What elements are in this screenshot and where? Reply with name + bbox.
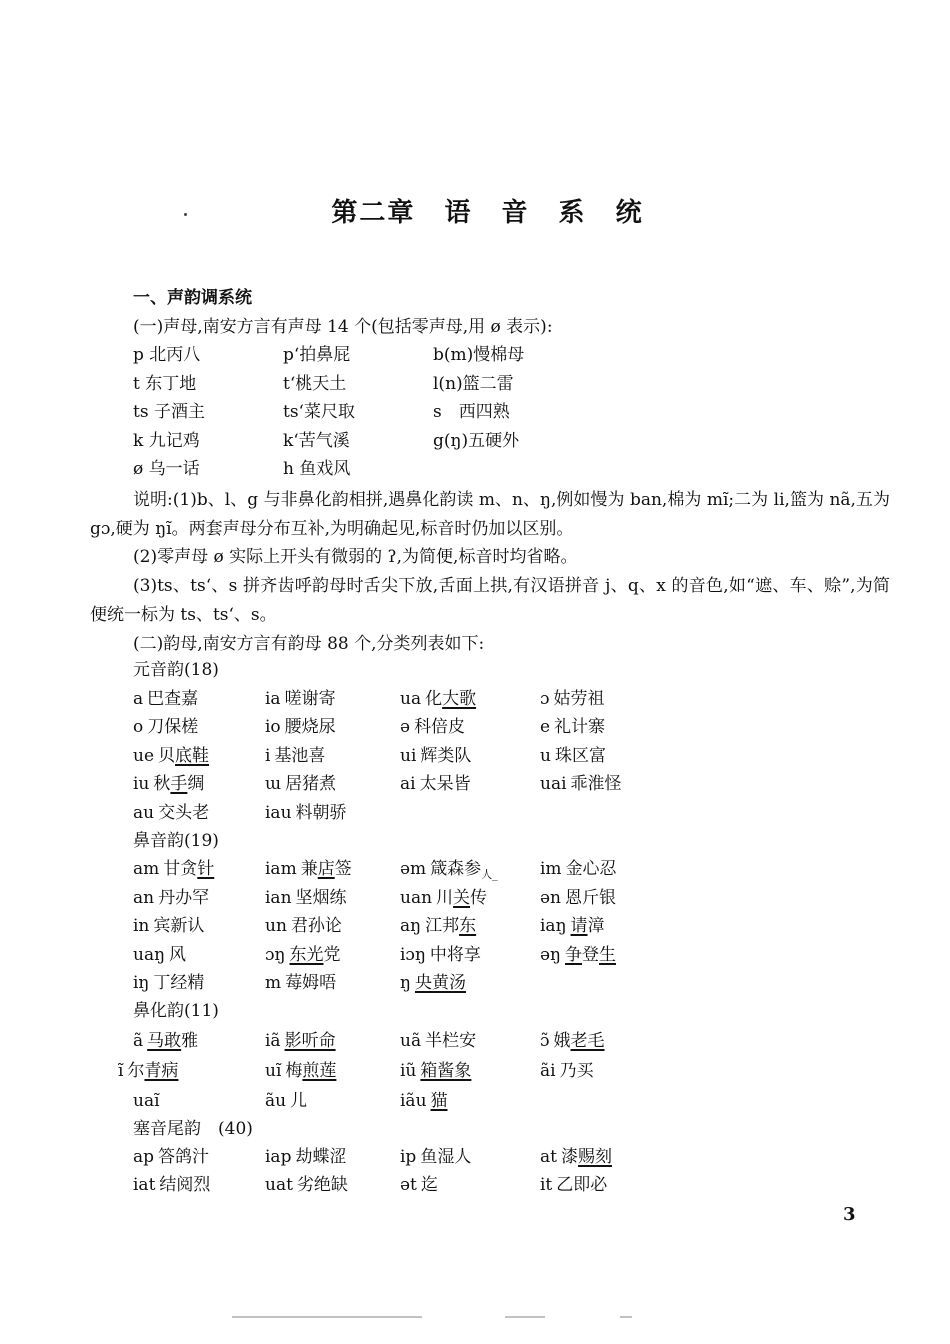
final-entry bbox=[118, 1060, 178, 1082]
final-code: aŋ bbox=[400, 916, 422, 937]
final-code: e bbox=[540, 717, 551, 737]
example-chars: 料朝骄 bbox=[295, 802, 347, 823]
final-code: ai bbox=[400, 774, 416, 794]
example-chars: 丁经精 bbox=[153, 973, 205, 993]
final-code: iu bbox=[133, 774, 150, 794]
finals-group-heading: 塞音尾韵 (40) bbox=[133, 1119, 253, 1139]
example-chars: 签 bbox=[334, 859, 352, 880]
final-entry bbox=[400, 1174, 438, 1196]
example-chars: 儿 bbox=[290, 1091, 308, 1111]
initial-entry: g(ŋ)五硬外 bbox=[433, 430, 520, 451]
final-entry bbox=[540, 944, 616, 966]
underlined-example-chars: 箱酱象 bbox=[420, 1061, 472, 1081]
initial-entry: p 北丙八 bbox=[133, 345, 201, 365]
example-chars: 金心忍 bbox=[565, 859, 617, 880]
final-entry bbox=[133, 745, 209, 767]
example-chars: 川 bbox=[436, 887, 454, 908]
underlined-example-chars: 东光 bbox=[289, 944, 324, 965]
final-code: ue bbox=[133, 745, 155, 766]
final-entry bbox=[133, 887, 209, 909]
final-code: iau bbox=[265, 802, 292, 823]
final-entry bbox=[265, 716, 336, 738]
initial-entry: k 九记鸡 bbox=[133, 430, 200, 451]
chapter-title bbox=[0, 196, 950, 230]
example-chars: 登 bbox=[582, 944, 600, 965]
initial-entry: h 鱼戏风 bbox=[283, 459, 351, 480]
underlined-example-chars: 东 bbox=[459, 916, 477, 937]
final-code: ŋ bbox=[400, 973, 411, 993]
final-code: iat bbox=[133, 1175, 156, 1195]
initial-entry: pʻ拍鼻屁 bbox=[283, 345, 351, 365]
example-chars: 箴森参 bbox=[430, 859, 482, 880]
final-entry bbox=[400, 944, 481, 966]
final-entry bbox=[400, 1146, 471, 1168]
final-code: iũ bbox=[400, 1061, 417, 1081]
initials-intro: (一)声母,南安方言有声母 14 个(包括零声母,用 ø 表示): bbox=[133, 317, 553, 337]
example-chars: 秋 bbox=[153, 774, 171, 794]
example-chars: 化 bbox=[425, 688, 443, 709]
finals-group-heading: 鼻音韵(19) bbox=[133, 831, 219, 851]
example-chars: 江邦 bbox=[425, 916, 460, 937]
final-entry bbox=[265, 915, 342, 937]
final-entry bbox=[540, 745, 606, 767]
example-chars: 科倍皮 bbox=[414, 717, 466, 737]
final-code: au bbox=[133, 802, 155, 823]
final-code: uat bbox=[265, 1175, 293, 1195]
final-entry bbox=[540, 887, 616, 909]
final-code: un bbox=[265, 916, 287, 937]
final-entry bbox=[265, 688, 336, 710]
example-chars: 交头老 bbox=[158, 802, 210, 823]
final-entry bbox=[265, 944, 340, 966]
final-code: an bbox=[133, 887, 155, 908]
final-entry bbox=[133, 858, 214, 880]
final-code: uã bbox=[400, 1031, 422, 1051]
final-entry bbox=[400, 745, 471, 767]
final-entry bbox=[400, 716, 465, 738]
final-code: ua bbox=[400, 688, 422, 709]
final-code: iap bbox=[265, 1147, 292, 1167]
final-code: it bbox=[540, 1175, 553, 1195]
final-code: ɯ bbox=[265, 774, 282, 794]
final-code: am bbox=[133, 859, 160, 880]
final-code: m bbox=[265, 973, 282, 993]
final-entry bbox=[265, 1060, 336, 1082]
underlined-example-chars: 央黄汤 bbox=[414, 973, 466, 993]
final-code: ui bbox=[400, 745, 417, 766]
underlined-example-chars: 生 bbox=[599, 944, 617, 965]
final-entry bbox=[265, 972, 336, 994]
final-entry bbox=[540, 858, 617, 880]
example-chars: 乃买 bbox=[559, 1061, 594, 1081]
final-entry bbox=[265, 1146, 346, 1168]
example-chars: 丹办罕 bbox=[158, 887, 210, 908]
finals-group-heading: 鼻化韵(11) bbox=[133, 1001, 219, 1021]
final-entry bbox=[133, 915, 204, 937]
underlined-example-chars: 请 bbox=[570, 916, 588, 937]
underlined-example-chars: 赐刻 bbox=[577, 1147, 612, 1167]
example-chars: 甘贪 bbox=[163, 859, 198, 880]
underlined-example-chars: 煎莲 bbox=[302, 1061, 337, 1081]
final-code: ã bbox=[133, 1031, 144, 1051]
example-chars: 风 bbox=[169, 944, 187, 965]
note-paragraph: 说明:(1)b、l、g 与非鼻化韵相拼,遇鼻化韵读 m、n、ŋ,例如慢为 ban,棉为 mĩ;二为 li,篮为 nã,五为 gɔ,硬为 ŋĩ。两套声母分布互补,为明确起见,标音时仍加以区别。 bbox=[90, 490, 890, 539]
final-code: uan bbox=[400, 887, 433, 908]
final-entry bbox=[265, 773, 336, 795]
final-entry bbox=[400, 887, 487, 909]
example-chars: 嗟谢寄 bbox=[284, 688, 336, 709]
final-code: əŋ bbox=[540, 944, 562, 965]
note-paragraph: (3)ts、tsʻ、s 拼齐齿呼韵母时舌尖下放,舌面上拱,有汉语拼音 j、q、x 的音色,如“遮、车、赊”,为简便统一标为 ts、tsʻ、s。 bbox=[90, 576, 890, 625]
example-chars: 梅 bbox=[285, 1061, 303, 1081]
final-code: in bbox=[133, 916, 150, 937]
underlined-example-chars: 老毛 bbox=[570, 1031, 605, 1051]
final-entry bbox=[133, 716, 198, 738]
example-chars: 姑劳祖 bbox=[553, 688, 605, 709]
final-code: iãu bbox=[400, 1091, 427, 1111]
final-entry bbox=[133, 1174, 210, 1196]
example-chars: 辉类队 bbox=[420, 745, 472, 766]
example-chars: 腰烧尿 bbox=[284, 717, 336, 737]
final-entry bbox=[400, 858, 498, 886]
initial-entry: s 西四熟 bbox=[433, 402, 510, 423]
example-chars: 劣绝缺 bbox=[296, 1175, 348, 1195]
final-entry bbox=[265, 858, 352, 880]
example-chars: 坚烟练 bbox=[295, 887, 347, 908]
underlined-example-chars: 猫 bbox=[430, 1091, 448, 1111]
final-entry bbox=[400, 1090, 448, 1112]
example-chars: 太呆皆 bbox=[419, 774, 471, 794]
final-code: ip bbox=[400, 1147, 417, 1167]
example-chars: 答鸽汁 bbox=[158, 1147, 210, 1167]
example-chars: 居猪煮 bbox=[285, 774, 337, 794]
final-code: ian bbox=[265, 887, 292, 908]
final-code: uaĩ bbox=[133, 1091, 160, 1111]
example-chars: 半栏安 bbox=[425, 1031, 477, 1051]
final-entry bbox=[133, 972, 204, 994]
example-chars: 漆 bbox=[560, 1147, 578, 1167]
final-code: u bbox=[540, 745, 551, 766]
example-chars: 雅 bbox=[181, 1031, 199, 1051]
final-entry bbox=[540, 716, 605, 738]
example-chars: 传 bbox=[470, 887, 488, 908]
final-code: ĩ bbox=[118, 1061, 124, 1081]
final-entry bbox=[133, 1030, 198, 1052]
initial-entry: l(n)篮二雷 bbox=[433, 373, 514, 394]
underlined-example-chars: 马敢 bbox=[147, 1031, 182, 1051]
final-entry bbox=[133, 688, 198, 710]
underlined-example-chars: 争 bbox=[565, 944, 583, 965]
example-chars: 迄 bbox=[420, 1175, 438, 1195]
scan-artifact bbox=[232, 1316, 422, 1318]
final-entry bbox=[265, 887, 347, 909]
final-entry bbox=[400, 1030, 476, 1052]
example-chars: 君孙论 bbox=[290, 916, 342, 937]
final-code: at bbox=[540, 1147, 557, 1167]
final-entry bbox=[133, 773, 204, 795]
final-code: iŋ bbox=[133, 973, 150, 993]
final-code: ən bbox=[540, 887, 562, 908]
final-entry bbox=[133, 1090, 164, 1112]
page-number: 3 bbox=[843, 1204, 856, 1225]
final-code: iam bbox=[265, 859, 297, 880]
final-code: ãi bbox=[540, 1061, 556, 1081]
final-entry bbox=[265, 802, 347, 824]
example-chars: 基池喜 bbox=[274, 745, 326, 766]
final-code: a bbox=[133, 688, 144, 709]
final-code: iaŋ bbox=[540, 916, 567, 937]
example-chars: 兼 bbox=[300, 859, 318, 880]
final-code: uĩ bbox=[265, 1061, 282, 1081]
final-entry bbox=[133, 1146, 209, 1168]
chapter-title-text: 第二章 语 音 系 统 bbox=[331, 198, 644, 228]
underlined-example-chars: 底鞋 bbox=[175, 745, 210, 766]
final-code: iɔŋ bbox=[400, 944, 426, 965]
initial-entry: tʻ桃天土 bbox=[283, 373, 347, 394]
final-entry bbox=[540, 773, 622, 795]
example-chars: 党 bbox=[323, 944, 341, 965]
underlined-example-chars: 店 bbox=[317, 859, 335, 880]
example-chars: 尔 bbox=[127, 1061, 145, 1081]
final-code: ap bbox=[133, 1147, 155, 1167]
final-entry bbox=[133, 944, 186, 966]
final-entry bbox=[540, 1060, 594, 1082]
final-code: ɔ bbox=[540, 688, 550, 709]
initial-entry: ts 子酒主 bbox=[133, 402, 205, 423]
underlined-example-chars: 针 bbox=[197, 859, 215, 880]
example-chars: 恩斤银 bbox=[565, 887, 617, 908]
scan-artifact bbox=[620, 1316, 632, 1318]
section-heading: 一、声韵调系统 bbox=[133, 288, 252, 308]
example-chars: 刀保槎 bbox=[147, 717, 199, 737]
final-code: iã bbox=[265, 1031, 281, 1051]
example-chars: 结阅烈 bbox=[159, 1175, 211, 1195]
example-chars: 贝 bbox=[158, 745, 176, 766]
example-chars: 乖淮怪 bbox=[570, 774, 622, 794]
example-chars: 绸 bbox=[187, 774, 205, 794]
initial-entry: b(m)慢棉母 bbox=[433, 345, 525, 365]
example-chars: 礼计寨 bbox=[554, 717, 606, 737]
example-chars: 漳 bbox=[587, 916, 605, 937]
example-chars: 巴查嘉 bbox=[147, 688, 199, 709]
final-entry bbox=[133, 802, 209, 824]
example-chars: 鱼湿人 bbox=[420, 1147, 472, 1167]
final-code: io bbox=[265, 717, 281, 737]
final-code: ɔ̃ bbox=[540, 1031, 550, 1051]
final-code: i bbox=[265, 745, 271, 766]
final-code: uai bbox=[540, 774, 567, 794]
example-chars: 人_ bbox=[481, 868, 498, 882]
final-entry bbox=[265, 1030, 336, 1052]
example-chars: 宾新认 bbox=[153, 916, 205, 937]
final-entry bbox=[400, 915, 476, 937]
final-entry bbox=[400, 688, 476, 710]
final-entry bbox=[540, 1030, 605, 1052]
final-entry bbox=[400, 972, 466, 994]
final-code: ə bbox=[400, 717, 411, 737]
final-code: ət bbox=[400, 1175, 417, 1195]
final-code: ãu bbox=[265, 1091, 287, 1111]
final-code: uaŋ bbox=[133, 944, 166, 965]
final-entry bbox=[540, 1174, 607, 1196]
final-entry bbox=[540, 915, 605, 937]
final-entry bbox=[265, 1174, 348, 1196]
final-entry bbox=[540, 1146, 612, 1168]
final-code: im bbox=[540, 859, 562, 880]
initial-entry: tsʻ菜尺取 bbox=[283, 402, 355, 423]
final-entry bbox=[265, 1090, 307, 1112]
initial-entry: kʻ苦气溪 bbox=[283, 430, 350, 451]
example-chars: 珠区富 bbox=[554, 745, 606, 766]
final-entry bbox=[400, 773, 471, 795]
finals-group-heading: 元音韵(18) bbox=[133, 660, 219, 680]
final-entry bbox=[400, 1060, 471, 1082]
final-entry bbox=[540, 688, 605, 710]
underlined-example-chars: 手 bbox=[170, 774, 188, 794]
underlined-example-chars: 关 bbox=[453, 887, 471, 908]
example-chars: 莓姆唔 bbox=[285, 973, 337, 993]
example-chars: 劫蝶涩 bbox=[295, 1147, 347, 1167]
example-chars: 娥 bbox=[553, 1031, 571, 1051]
final-code: əm bbox=[400, 859, 427, 880]
underlined-example-chars: 青病 bbox=[144, 1061, 179, 1081]
underlined-example-chars: 大歌 bbox=[442, 688, 477, 709]
final-code: ia bbox=[265, 688, 281, 709]
final-code: ɔŋ bbox=[265, 944, 286, 965]
note-paragraph: (二)韵母,南安方言有韵母 88 个,分类列表如下: bbox=[133, 634, 485, 654]
underlined-example-chars: 影听命 bbox=[284, 1031, 336, 1051]
final-code: o bbox=[133, 717, 144, 737]
example-chars: 乙即必 bbox=[556, 1175, 608, 1195]
final-entry bbox=[265, 745, 325, 767]
scan-artifact bbox=[505, 1316, 545, 1318]
note-paragraph: (2)零声母 ø 实际上开头有微弱的 ʔ,为简便,标音时均省略。 bbox=[133, 547, 578, 567]
initial-entry: t 东丁地 bbox=[133, 373, 197, 394]
example-chars: 中将享 bbox=[429, 944, 481, 965]
initial-entry: ø 乌一话 bbox=[133, 459, 200, 480]
